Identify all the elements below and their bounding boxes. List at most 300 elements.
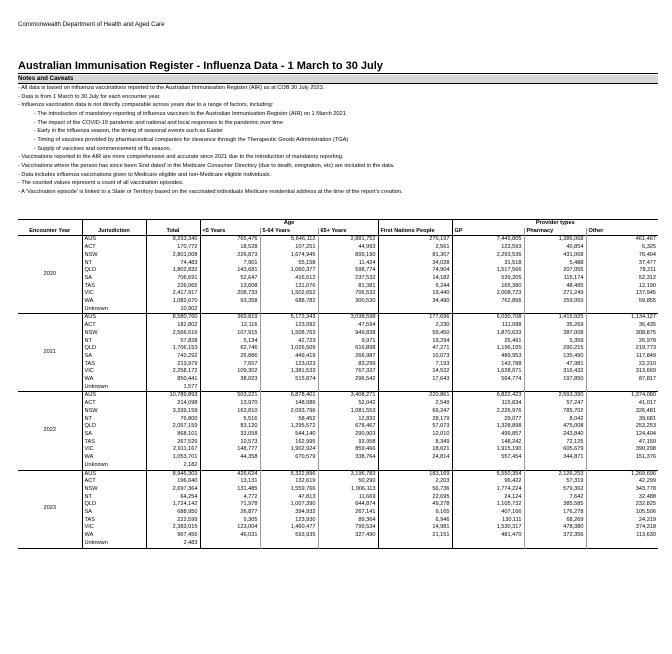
first-nations-cell: 6,946 <box>378 517 452 525</box>
age65-cell: 1,081,553 <box>318 408 378 416</box>
first-nations-cell: 21,151 <box>378 532 452 540</box>
pharmacy-cell: 57,247 <box>524 400 586 408</box>
age5-64-cell: 515,874 <box>260 376 318 384</box>
col-header-other: Other <box>588 227 604 234</box>
under5-cell: 26,886 <box>200 353 260 361</box>
pharmacy-cell: 259,959 <box>524 298 586 306</box>
table-row <box>18 306 658 314</box>
under5-cell: 9,305 <box>200 517 260 525</box>
age5-64-cell: 1,460,477 <box>260 524 318 532</box>
other-cell: 59,855 <box>638 298 657 305</box>
under5-cell <box>200 540 260 548</box>
total-cell: 2,057,159 <box>146 423 200 431</box>
table-row <box>18 252 658 260</box>
first-nations-cell: 56,736 <box>378 486 452 494</box>
encounter-year-cell: 2020 <box>18 236 82 314</box>
under5-cell: 4,772 <box>200 494 260 502</box>
pharmacy-cell: 197,850 <box>524 376 586 384</box>
age65-cell: 81,381 <box>318 283 378 291</box>
total-cell: 222,599 <box>146 517 200 525</box>
gp-cell: 557,454 <box>452 454 524 462</box>
age-group-header: Age <box>200 220 378 228</box>
under5-cell: 83,120 <box>200 423 260 431</box>
pharmacy-cell: 2,593,390 <box>524 392 586 400</box>
total-cell: 2,801,008 <box>146 252 200 260</box>
age5-64-cell <box>260 540 318 548</box>
other-cell: 1,374,080 <box>631 392 657 399</box>
total-cell: 64,254 <box>146 494 200 502</box>
other-cell: 12,190 <box>638 282 657 289</box>
jurisdiction-cell: AUS <box>82 392 146 400</box>
other-cell: 1,269,696 <box>631 470 657 477</box>
first-nations-cell: 2,203 <box>378 478 452 486</box>
note-line: - A 'Vaccination episode' is linked to a State or Territory based on the vaccinated individuals Medicare residential address at the time of the report's creation. <box>18 188 403 195</box>
other-cell: 6,325 <box>642 244 657 251</box>
gp-cell: 564,774 <box>452 376 524 384</box>
gp-cell: 489,953 <box>452 353 524 361</box>
provider-group-header: Provider types <box>535 220 575 226</box>
table-row <box>18 431 658 439</box>
age5-64-cell: 5,322,896 <box>260 470 318 478</box>
first-nations-cell: 47,271 <box>378 345 452 353</box>
gp-cell: 1,328,898 <box>452 423 524 431</box>
gp-cell: 539,205 <box>452 275 524 283</box>
age65-cell: 706,532 <box>318 290 378 298</box>
gp-cell: 1,517,566 <box>452 267 524 275</box>
age5-64-cell: 58,452 <box>260 416 318 424</box>
gp-cell: 1,628,071 <box>452 368 524 376</box>
jurisdiction-cell: TAS <box>82 361 146 369</box>
pharmacy-cell: 372,356 <box>524 532 586 540</box>
under5-cell: 52,647 <box>200 275 260 283</box>
first-nations-cell: 57,073 <box>378 423 452 431</box>
total-cell: 8,580,760 <box>146 314 200 322</box>
age65-cell: 327,490 <box>318 532 378 540</box>
other-cell: 461,467 <box>635 236 657 243</box>
note-line: - Influenza vaccination data is not directly comparable across years due to a range of factors, including: <box>18 102 274 109</box>
jurisdiction-cell: NT <box>82 416 146 424</box>
gp-cell: 7,445,805 <box>452 236 524 244</box>
pharmacy-cell: 35,269 <box>524 322 586 330</box>
age65-cell: 93,958 <box>318 439 378 447</box>
age65-cell: 799,534 <box>318 524 378 532</box>
total-cell: 1,053,701 <box>146 454 200 462</box>
age5-64-cell: 1,502,652 <box>260 290 318 298</box>
pharmacy-cell: 1,386,068 <box>524 236 586 244</box>
jurisdiction-cell: TAS <box>82 283 146 291</box>
total-cell: 8,946,303 <box>146 470 200 478</box>
gp-cell: 148,242 <box>452 439 524 447</box>
gp-cell: 407,166 <box>452 509 524 517</box>
age65-cell: 3,038,598 <box>318 314 378 322</box>
table-row <box>18 361 658 369</box>
age5-64-cell: 6,878,401 <box>260 392 318 400</box>
gp-cell: 5,550,354 <box>452 470 524 478</box>
under5-cell: 12,116 <box>200 322 260 330</box>
age65-cell <box>318 540 378 548</box>
pharmacy-cell: 72,125 <box>524 439 586 447</box>
first-nations-cell: 17,643 <box>378 376 452 384</box>
jurisdiction-cell: AUS <box>82 314 146 322</box>
age5-64-cell <box>260 462 318 470</box>
age5-64-cell: 688,782 <box>260 298 318 306</box>
total-cell: 688,950 <box>146 509 200 517</box>
note-line: - Data includes influenza vaccinations given to Medicare eligible and non-Medicare eligible individuals. <box>18 171 272 178</box>
age65-cell: 266,987 <box>318 353 378 361</box>
jurisdiction-cell: ACT <box>82 400 146 408</box>
table-row <box>18 368 658 376</box>
table-row <box>18 517 658 525</box>
pharmacy-cell: 176,278 <box>524 509 586 517</box>
under5-cell: 71,978 <box>200 501 260 509</box>
col-header-pharmacy: Pharmacy <box>524 228 586 236</box>
gp-cell: 762,856 <box>452 298 524 306</box>
note-line: - Data is from 1 March to 30 July for each encounter year. <box>18 93 161 100</box>
under5-cell: 123,004 <box>200 524 260 532</box>
age65-cell: 899,190 <box>318 252 378 260</box>
gp-cell: 111,098 <box>452 322 524 330</box>
pharmacy-cell: 387,008 <box>524 330 586 338</box>
pharmacy-cell: 5,359 <box>524 338 586 346</box>
gp-cell: 6,822,423 <box>452 392 524 400</box>
total-cell: 74,483 <box>146 260 200 268</box>
first-nations-cell: 49,278 <box>378 501 452 509</box>
first-nations-cell: 10,073 <box>378 353 452 361</box>
age5-64-cell: 42,723 <box>260 338 318 346</box>
under5-cell: 5,134 <box>200 338 260 346</box>
gp-cell: 165,380 <box>452 283 524 291</box>
age65-cell: 9,971 <box>318 338 378 346</box>
pharmacy-cell: 1,415,925 <box>524 314 586 322</box>
other-cell: 1,134,127 <box>631 314 657 321</box>
note-line: - The impact of the COVID-19 pandemic and national and local responses to the pandemic over time <box>34 119 283 126</box>
age5-64-cell: 5,172,343 <box>260 314 318 322</box>
table-row <box>18 384 658 392</box>
table-row <box>18 446 658 454</box>
jurisdiction-cell: NSW <box>82 408 146 416</box>
influenza-data-table <box>18 219 658 549</box>
age5-64-cell: 416,512 <box>260 275 318 283</box>
age5-64-cell: 2,093,796 <box>260 408 318 416</box>
pharmacy-cell: 385,585 <box>524 501 586 509</box>
other-cell: 253,253 <box>635 423 657 430</box>
first-nations-cell: 177,696 <box>378 314 452 322</box>
jurisdiction-cell: Unknown <box>82 384 146 392</box>
age5-64-cell: 1,508,763 <box>260 330 318 338</box>
age65-cell: 859,466 <box>318 446 378 454</box>
note-line: - Early in the influenza season, the timing of seasonal events such as Easter <box>34 128 224 135</box>
table-row <box>18 416 658 424</box>
table-row <box>18 524 658 532</box>
total-cell: 196,040 <box>146 478 200 486</box>
table-row <box>18 275 658 283</box>
total-cell: 2,697,364 <box>146 486 200 494</box>
age65-cell: 300,530 <box>318 298 378 306</box>
table-row <box>18 267 658 275</box>
total-cell: 9,293,340 <box>146 236 200 244</box>
first-nations-cell: 8,349 <box>378 439 452 447</box>
other-cell: 232,825 <box>635 501 657 508</box>
pharmacy-cell <box>524 306 586 314</box>
gp-cell <box>452 540 524 548</box>
first-nations-cell: 14,182 <box>378 275 452 283</box>
other-cell: 24,219 <box>638 516 657 523</box>
age5-64-cell: 449,419 <box>260 353 318 361</box>
pharmacy-cell: 2,126,253 <box>524 470 586 478</box>
gp-cell: 2,293,536 <box>452 252 524 260</box>
total-cell: 1,577 <box>146 384 200 392</box>
gp-cell: 2,226,976 <box>452 408 524 416</box>
jurisdiction-cell: NT <box>82 338 146 346</box>
other-cell: 42,299 <box>638 478 657 485</box>
gp-cell: 130,111 <box>452 517 524 525</box>
table-row <box>18 470 658 478</box>
age65-cell: 3,408,271 <box>318 392 378 400</box>
age65-cell: 598,774 <box>318 267 378 275</box>
age65-cell <box>318 306 378 314</box>
pharmacy-cell: 478,380 <box>524 524 586 532</box>
other-cell: 26,978 <box>638 337 657 344</box>
other-cell: 78,211 <box>639 267 657 274</box>
jurisdiction-cell: VIC <box>82 290 146 298</box>
first-nations-cell: 81,307 <box>378 252 452 260</box>
under5-cell <box>200 306 260 314</box>
gp-cell: 6,030,708 <box>452 314 524 322</box>
total-cell: 1,802,832 <box>146 267 200 275</box>
total-cell: 967,456 <box>146 532 200 540</box>
table-row <box>18 283 658 291</box>
age5-64-cell: 123,023 <box>260 361 318 369</box>
table-row <box>18 353 658 361</box>
under5-cell <box>200 384 260 392</box>
table-row <box>18 322 658 330</box>
col-header-age65: 65+ Years <box>318 228 378 236</box>
age5-64-cell: 1,026,509 <box>260 345 318 353</box>
gp-cell: 123,593 <box>452 244 524 252</box>
jurisdiction-cell: WA <box>82 532 146 540</box>
other-cell: 36,435 <box>638 322 657 329</box>
jurisdiction-cell: VIC <box>82 524 146 532</box>
gp-cell: 96,422 <box>452 478 524 486</box>
total-cell: 2,417,917 <box>146 290 200 298</box>
encounter-year-cell: 2021 <box>18 314 82 392</box>
jurisdiction-cell: AUS <box>82 470 146 478</box>
total-cell: 170,772 <box>146 244 200 252</box>
jurisdiction-cell: QLD <box>82 423 146 431</box>
age5-64-cell: 1,559,766 <box>260 486 318 494</box>
gp-cell: 1,774,224 <box>452 486 524 494</box>
jurisdiction-cell: VIC <box>82 446 146 454</box>
table-row <box>18 439 658 447</box>
first-nations-cell: 22,695 <box>378 494 452 502</box>
encounter-year-cell: 2022 <box>18 392 82 470</box>
other-cell: 22,210 <box>638 360 657 367</box>
first-nations-cell <box>378 384 452 392</box>
under5-cell: 503,221 <box>200 392 260 400</box>
table-row <box>18 345 658 353</box>
total-cell: 868,101 <box>146 431 200 439</box>
first-nations-cell: 18,621 <box>378 446 452 454</box>
age65-cell: 949,838 <box>318 330 378 338</box>
jurisdiction-cell: ACT <box>82 322 146 330</box>
pharmacy-cell: 605,679 <box>524 446 586 454</box>
age65-cell: 267,141 <box>318 509 378 517</box>
age65-cell: 644,874 <box>318 501 378 509</box>
note-line: - Timing of vaccines provided by pharmaceutical companies for clearance through the Therapeutic Goods Administration (TGA) <box>34 136 349 143</box>
jurisdiction-cell: NSW <box>82 330 146 338</box>
other-cell: 117,849 <box>636 352 657 359</box>
age5-64-cell: 123,930 <box>260 517 318 525</box>
age5-64-cell: 1,060,377 <box>260 267 318 275</box>
total-cell: 2,483 <box>146 540 200 548</box>
note-line: - Vaccinations where the person has since been 'End dated' in the Medicare Consumer Directory (due to death, emigration, etc) are included in the data. <box>18 162 395 169</box>
other-cell: 151,376 <box>635 454 657 461</box>
table-row <box>18 392 658 400</box>
pharmacy-cell: 207,055 <box>524 267 586 275</box>
notes-heading: Notes and Caveats <box>18 75 658 84</box>
pharmacy-cell <box>524 384 586 392</box>
under5-cell: 46,031 <box>200 532 260 540</box>
jurisdiction-cell: TAS <box>82 439 146 447</box>
first-nations-cell: 2,549 <box>378 400 452 408</box>
table-row <box>18 236 658 244</box>
other-cell: 87,817 <box>638 376 657 383</box>
pharmacy-cell: 475,008 <box>524 423 586 431</box>
first-nations-cell: 14,981 <box>378 524 452 532</box>
other-cell <box>586 540 658 548</box>
other-cell <box>586 384 658 392</box>
table-row <box>18 314 658 322</box>
table-row <box>18 408 658 416</box>
first-nations-cell: 28,179 <box>378 416 452 424</box>
jurisdiction-cell: ACT <box>82 244 146 252</box>
first-nations-cell: 12,010 <box>378 431 452 439</box>
age5-64-cell: 1,381,533 <box>260 368 318 376</box>
pharmacy-cell: 8,042 <box>524 416 586 424</box>
pharmacy-cell <box>524 540 586 548</box>
total-cell: 57,828 <box>146 338 200 346</box>
under5-cell <box>200 462 260 470</box>
gp-cell: 1,530,317 <box>452 524 524 532</box>
age5-64-cell: 670,579 <box>260 454 318 462</box>
other-cell: 41,017 <box>638 400 657 407</box>
age5-64-cell <box>260 306 318 314</box>
pharmacy-cell <box>524 462 586 470</box>
under5-cell: 44,358 <box>200 454 260 462</box>
table-row <box>18 244 658 252</box>
gp-cell: 1,196,165 <box>452 345 524 353</box>
age65-cell: 52,042 <box>318 400 378 408</box>
jurisdiction-cell: NT <box>82 260 146 268</box>
gp-cell: 1,915,190 <box>452 446 524 454</box>
gp-cell: 143,788 <box>452 361 524 369</box>
gp-cell: 1,105,732 <box>452 501 524 509</box>
under5-cell: 13,970 <box>200 400 260 408</box>
under5-cell: 7,901 <box>200 260 260 268</box>
first-nations-cell: 74,904 <box>378 267 452 275</box>
pharmacy-cell: 5,488 <box>524 260 586 268</box>
under5-cell: 33,058 <box>200 431 260 439</box>
under5-cell: 107,915 <box>200 330 260 338</box>
table-row <box>18 330 658 338</box>
total-cell: 2,383,015 <box>146 524 200 532</box>
jurisdiction-cell: QLD <box>82 345 146 353</box>
age65-cell: 3,196,783 <box>318 470 378 478</box>
pharmacy-cell: 57,319 <box>524 478 586 486</box>
other-cell: 37,477 <box>638 259 657 266</box>
table-row <box>18 494 658 502</box>
first-nations-cell: 19,294 <box>378 338 452 346</box>
jurisdiction-cell: Unknown <box>82 306 146 314</box>
other-cell: 47,159 <box>638 438 657 445</box>
pharmacy-cell: 40,854 <box>524 244 586 252</box>
total-cell: 213,979 <box>146 361 200 369</box>
total-cell: 214,098 <box>146 400 200 408</box>
age5-64-cell: 55,158 <box>260 260 318 268</box>
under5-cell: 208,733 <box>200 290 260 298</box>
other-cell: 52,312 <box>638 274 657 281</box>
table-row <box>18 509 658 517</box>
age5-64-cell: 123,092 <box>260 322 318 330</box>
total-cell: 267,526 <box>146 439 200 447</box>
note-line: - All data is based on influenza vaccinations reported to the Australian Immunisation Register (AIR) as at COB 30 July 2023. <box>18 85 325 91</box>
table-row <box>18 423 658 431</box>
pharmacy-cell: 344,871 <box>524 454 586 462</box>
total-cell: 2,258,172 <box>146 368 200 376</box>
jurisdiction-cell: NSW <box>82 486 146 494</box>
table-row <box>18 478 658 486</box>
age65-cell <box>318 462 378 470</box>
first-nations-cell: 24,814 <box>378 454 452 462</box>
age5-64-cell: 593,935 <box>260 532 318 540</box>
table-row <box>18 454 658 462</box>
jurisdiction-cell: ACT <box>82 478 146 486</box>
under5-cell: 369,819 <box>200 314 260 322</box>
other-cell <box>586 462 658 470</box>
jurisdiction-cell: NSW <box>82 252 146 260</box>
encounter-year-cell: 2023 <box>18 470 82 548</box>
table-row <box>18 338 658 346</box>
note-line: - The introduction of mandatory reporting of influenza vaccines to the Australian Immunisation Register (AIR) on 1 March 2021 <box>34 110 346 117</box>
other-cell: 308,875 <box>635 329 657 336</box>
first-nations-cell: 9,244 <box>378 283 452 291</box>
gp-cell: 25,491 <box>452 338 524 346</box>
gp-cell: 481,470 <box>452 532 524 540</box>
other-cell: 326,481 <box>635 407 657 414</box>
other-cell: 76,404 <box>638 251 657 258</box>
pharmacy-cell: 115,174 <box>524 275 586 283</box>
other-cell: 113,630 <box>636 532 657 539</box>
under5-cell: 10,573 <box>200 439 260 447</box>
under5-cell: 26,877 <box>200 509 260 517</box>
gp-cell: 115,834 <box>452 400 524 408</box>
total-cell: 76,800 <box>146 416 200 424</box>
first-nations-cell: 9,165 <box>378 509 452 517</box>
col-header-under5: <5 Years <box>200 228 260 236</box>
first-nations-cell: 59,450 <box>378 330 452 338</box>
col-header-first-nations: First Nations People <box>378 228 452 236</box>
age5-64-cell: 107,251 <box>260 244 318 252</box>
total-cell: 10,789,893 <box>146 392 200 400</box>
age65-cell: 83,299 <box>318 361 378 369</box>
total-cell: 10,902 <box>146 306 200 314</box>
under5-cell: 5,516 <box>200 416 260 424</box>
pharmacy-cell: 579,362 <box>524 486 586 494</box>
under5-cell: 93,358 <box>200 298 260 306</box>
jurisdiction-cell: Unknown <box>82 540 146 548</box>
age65-cell: 11,424 <box>318 260 378 268</box>
age65-cell: 44,993 <box>318 244 378 252</box>
